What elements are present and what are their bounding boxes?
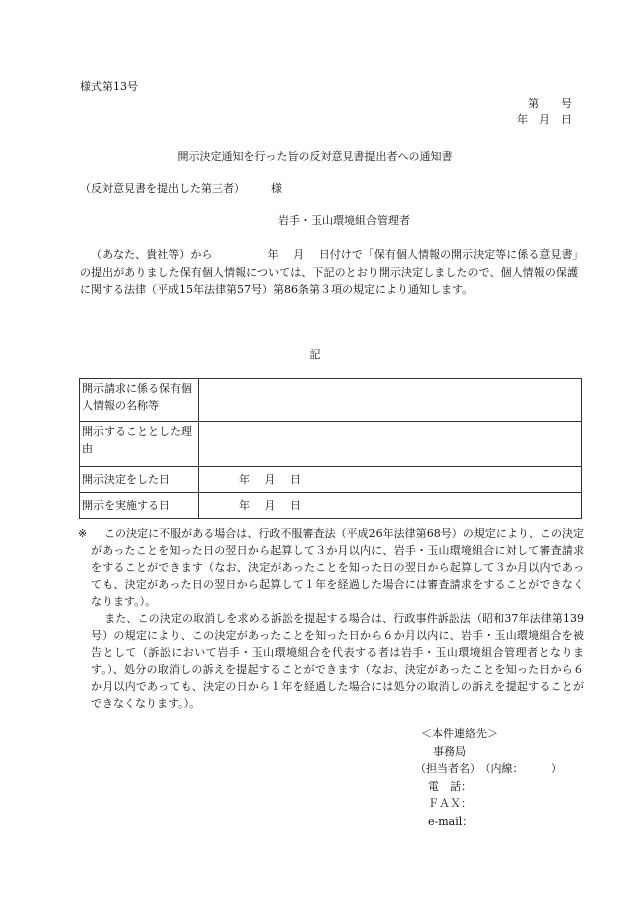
document-title: 開示決定通知を行った旨の反対意見書提出者への通知書: [177, 150, 453, 163]
contact-email: e-mail：: [428, 814, 474, 828]
note-text-2: また、この決定の取消しを求める訴訟を提起する場合は、行政事件訴訟法（昭和37年法律第139号）の規定により、この決定があったことを知った日から６か月以内に、岩手・玉山環境組合を被告として（訴訟において岩手・玉山環境組合を代表する者は岩手・玉山環境組合管理者となります。）、処分の取消しの訴えを提起することができます（なお、決定があったことを知った日から６か月以内であっても、決定の日から１年を経過した場合には処分の取消しの訴えを提起することができなくなります。）。: [91, 612, 584, 710]
table-value: 年 月 日: [199, 493, 582, 519]
contact-fax-row: [415, 795, 562, 813]
info-table: [79, 378, 582, 519]
contact-extension: （内線： ）: [485, 762, 562, 775]
document-number: 第 号: [528, 97, 572, 110]
recipient-honorific: 様: [271, 182, 282, 195]
table-label: 開示請求に係る保有個人情報の名称等: [80, 379, 199, 422]
table-row: [80, 493, 582, 519]
contact-fax: ＦＡＸ：: [428, 797, 472, 810]
table-value: [199, 379, 582, 422]
note-text-1: この決定に不服がある場合は、行政不服審査法（平成26年法律第68号）の規定により、この決定があったことを知った日の翌日から起算して３か月以内に、岩手・玉山環境組合に対して審査請求をすることができます（なお、決定があったことを知った日の翌日から起算して３か月以内であっても、決定があった日の翌日から起算して１年を経過した場合には審査請求をすることができなくなります。）。: [91, 527, 584, 608]
contact-block: [415, 725, 562, 830]
note-block: [78, 525, 584, 712]
document-date: 年 月 日: [517, 113, 572, 126]
note-mark: ※: [78, 527, 88, 540]
table-label: 開示することとした理由: [80, 422, 199, 467]
contact-office-row: [415, 743, 562, 761]
contact-person: （担当者名）: [415, 762, 481, 775]
contact-heading: ＜本件連絡先＞: [421, 727, 498, 740]
table-label: 開示を実施する日: [80, 493, 199, 519]
table-label: 開示決定をした日: [80, 467, 199, 493]
recipient-name: （反対意見書を提出した第三者）: [80, 182, 245, 195]
form-number: 様式第13号: [80, 80, 138, 93]
contact-person-row: [415, 760, 562, 778]
sender-name: 岩手・玉山環境組合管理者: [278, 214, 410, 227]
recipient-line: [80, 180, 282, 198]
note-paragraph-2: [78, 610, 584, 712]
body-paragraph: [80, 246, 578, 299]
table-value: [199, 422, 582, 467]
contact-heading-row: [415, 725, 562, 743]
table-row: [80, 379, 582, 422]
ki-heading: 記: [309, 348, 321, 361]
table-row: [80, 422, 582, 467]
table-value: 年 月 日: [199, 467, 582, 493]
body-text: （あなた、貴社等）から 年 月 日付けで「保有個人情報の開示決定等に係る意見書」の提出がありました保有個人情報については、下記のとおり開示決定しましたので、個人情報の保護に関する法律（平成15年法律第57号）第86条第３項の規定により通知します。: [80, 248, 578, 296]
contact-email-row: [415, 813, 562, 831]
contact-phone: 電 話：: [428, 779, 472, 793]
note-paragraph-1: [78, 525, 584, 610]
contact-office: 事務局: [433, 744, 466, 758]
table-row: [80, 467, 582, 493]
contact-phone-row: [415, 778, 562, 796]
